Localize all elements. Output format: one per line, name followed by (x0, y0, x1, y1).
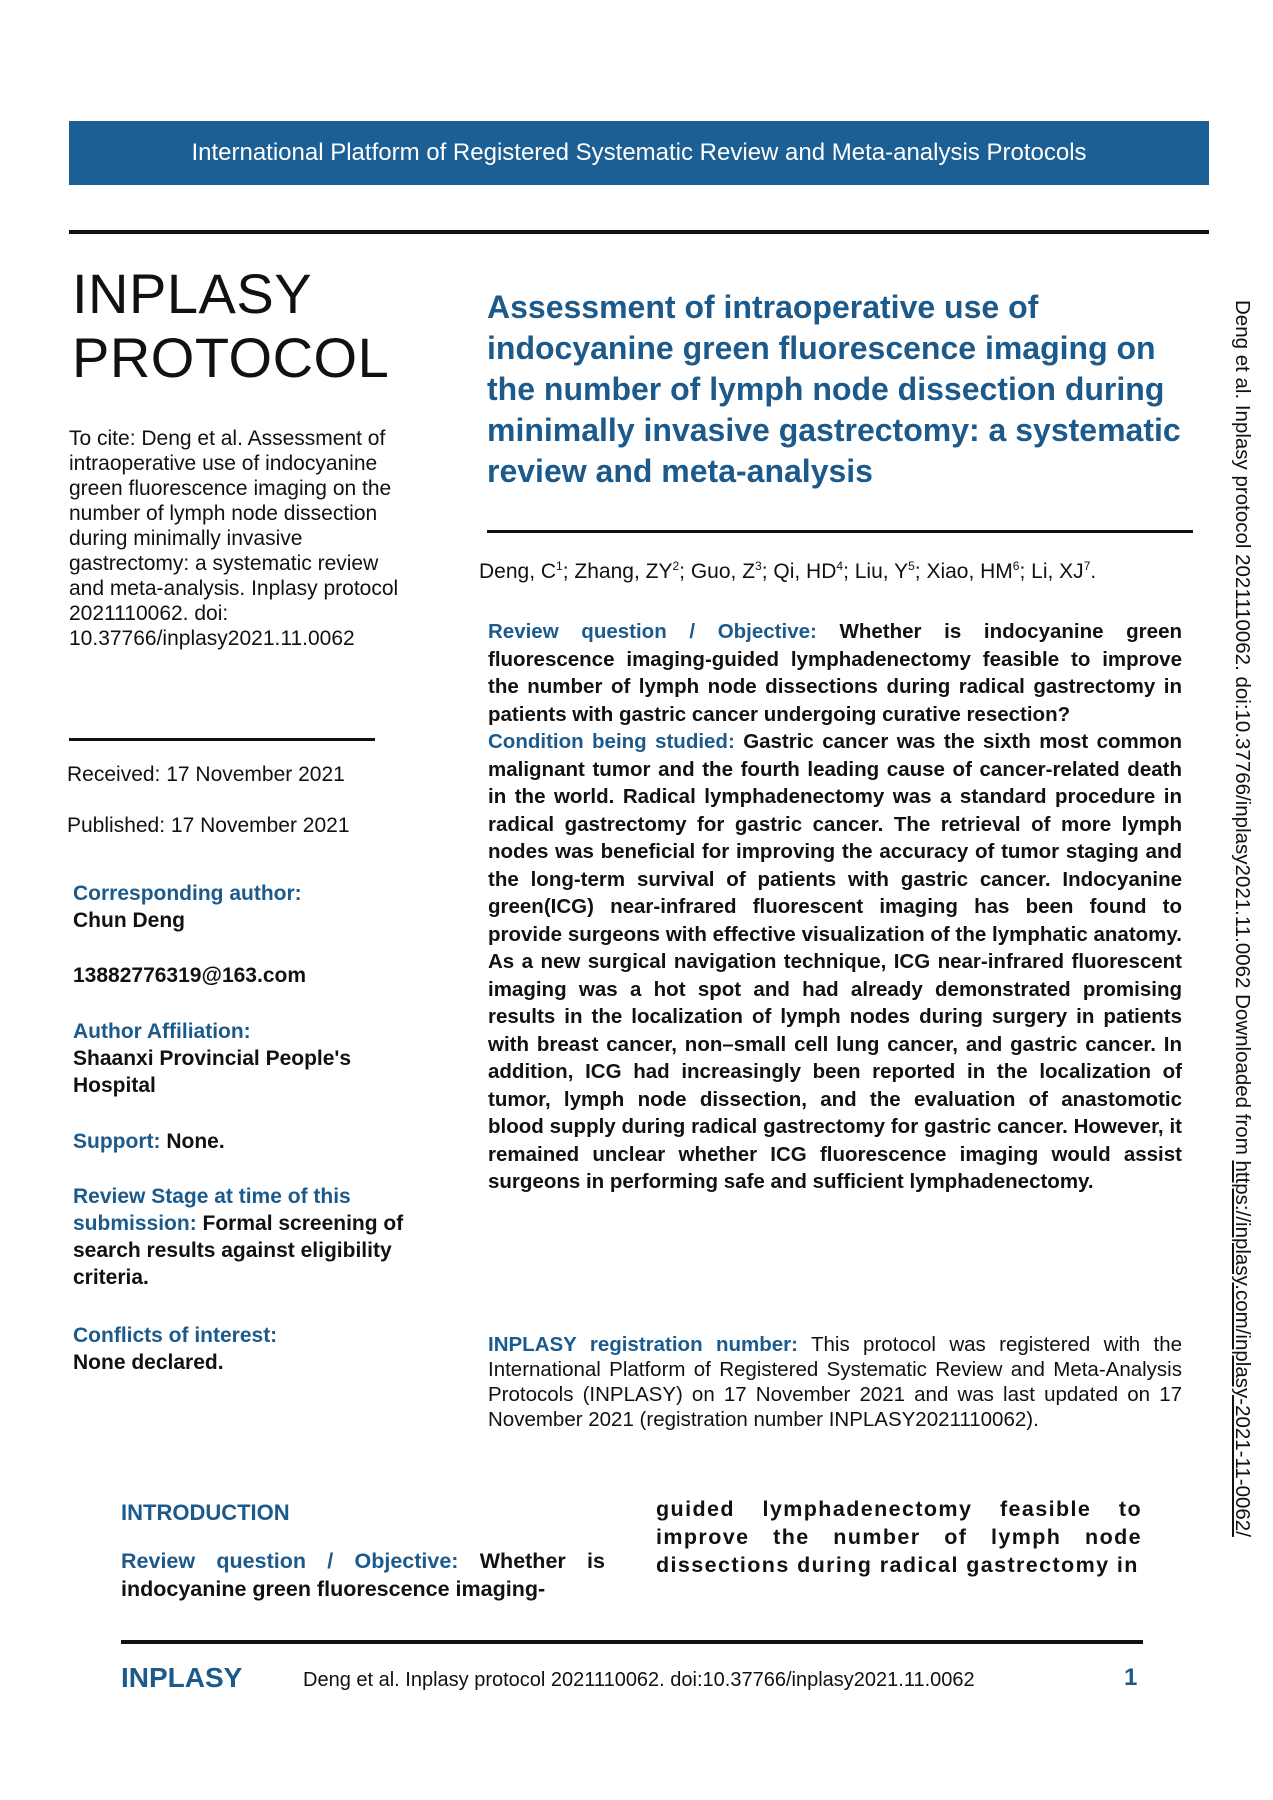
author-name: Zhang, $ZY^2$ (574, 559, 680, 583)
platform-banner: International Platform of Registered Systematic Review and Meta-analysis Protocols (69, 121, 1209, 185)
inplasy-protocol-heading (72, 262, 389, 390)
author-name: Liu, $Y^5$ (854, 559, 915, 583)
affiliation-block (73, 1018, 423, 1099)
affiliation-label: Author Affiliation: (73, 1020, 251, 1043)
affiliation-text: Shaanxi Provincial People's Hospital (73, 1047, 352, 1097)
author-separator: ; (761, 560, 774, 583)
author-affiliation-number: 7 (1083, 559, 1091, 573)
side-citation-text: Deng et al. Inplasy protocol 2021110062. doi:10.37766/inplasy2021.11.0062 Downloaded from (1231, 300, 1254, 1161)
objective-text: Whether is indocyanine green fluorescence imaging-guided lymphadenectomy feasible to improve the number of lymph node dissections during radical gastrectomy in patients with gastric cancer undergoing curative resection? (488, 620, 1182, 726)
received-date: Received: 17 November 2021 (67, 763, 345, 786)
author-name: Deng, $C^1$ (479, 559, 563, 583)
author-affiliation-number: 5 (908, 559, 915, 573)
author-affiliation-number: 6 (1012, 559, 1020, 573)
support-label: Support: (73, 1130, 161, 1153)
top-rule (69, 230, 1209, 234)
download-link[interactable]: https://inplasy.com/inplasy-2021-11-0062/ (1231, 1160, 1254, 1537)
introduction-left-column (121, 1547, 605, 1603)
footer-rule (121, 1640, 1143, 1644)
article-title: Assessment of intraoperative use of indocyanine green fluorescence imaging on the number of lymph node dissection during minimally invasive gastrectomy: a systematic review and meta-analysis (487, 289, 1181, 489)
condition-paragraph (488, 728, 1182, 1196)
conflicts-block (73, 1322, 423, 1376)
registration-paragraph (488, 1332, 1182, 1432)
citation-rule (69, 738, 375, 741)
review-stage-label: Review Stage at time of this submission: (73, 1185, 351, 1235)
intro-objective-label: Review question / Objective: (121, 1549, 459, 1573)
author-separator: ; (1019, 560, 1032, 583)
footer-citation: Deng et al. Inplasy protocol 2021110062. doi:10.37766/inplasy2021.11.0062 (303, 1669, 975, 1691)
author-list (479, 559, 1096, 584)
conflicts-label: Conflicts of interest: (73, 1324, 278, 1347)
author-affiliation-number: 3 (755, 559, 762, 573)
introduction-heading: INTRODUCTION (121, 1500, 290, 1525)
support-text: None. (166, 1130, 225, 1153)
support-block (73, 1128, 423, 1155)
brand-line-1: INPLASY (72, 262, 313, 325)
introduction-right-column: guided lymphadenectomy feasible to improve the number of lymph node dissections during radical gastrectomy in (656, 1497, 1142, 1577)
footer-brand: INPLASY (121, 1662, 243, 1693)
objective-paragraph (488, 618, 1182, 728)
corresponding-author-block (73, 880, 423, 934)
author-separator: . (1090, 560, 1097, 583)
condition-label: Condition being studied: (488, 730, 735, 753)
author-affiliation-number: 2 (672, 559, 680, 573)
intro-left-text: Whether is indocyanine green fluorescence imaging- (121, 1549, 605, 1601)
condition-text: Gastric cancer was the sixth most common malignant tumor and the fourth leading cause of cancer-related death in the world. Radical lymphadenectomy was a standard procedure in radical gastrectomy for gastric cancer. The retrieval of more lymph nodes was beneficial for improving the accuracy of tumor staging and the long-term survival of patients with gastric cancer. Indocyanine green(ICG) near-infrared fluorescent imaging has been found to provide surgeons with effective visualization of the lymphatic anatomy. As a new surgical navigation technique, ICG near-infrared fluorescent imaging was a hot spot and had already demonstrated promising results in the localization of lymph nodes during surgery in patients with breast cancer, non–small cell lung cancer, and gastric cancer. In addition, ICG had increasingly been reported in the localization of tumor, lymph node dissection, and the evaluation of anastomotic blood supply during radical gastrectomy for gastric cancer. However, it remained unclear whether ICG fluorescence imaging would assist surgeons in performing safe and sufficient lymphadenectomy. (488, 730, 1182, 1193)
registration-label: INPLASY registration number: (488, 1333, 798, 1356)
side-download-note (1230, 300, 1254, 1537)
author-affiliation-number: 4 (836, 559, 844, 573)
author-separator: ; (914, 560, 927, 583)
corresponding-author-label: Corresponding author: (73, 882, 302, 905)
author-name: Li, $XJ^7$ (1031, 559, 1091, 583)
citation-text: To cite: Deng et al. Assessment of intraoperative use of indocyanine green fluorescence imaging on the number of lymph node dissection during minimally invasive gastrectomy: a systematic review and meta-analysis. Inplasy protocol 2021110062. doi: 10.37766/inplasy2021.11.0062 (69, 427, 399, 650)
corresponding-author-name: Chun Deng (73, 909, 185, 932)
review-stage-text: Formal screening of search results against eligibility criteria. (73, 1212, 404, 1289)
title-rule (487, 530, 1193, 533)
review-stage-block (73, 1183, 423, 1291)
abstract (488, 618, 1182, 1196)
published-date: Published: 17 November 2021 (67, 814, 350, 837)
author-separator: ; (562, 560, 575, 583)
conflicts-text: None declared. (73, 1351, 224, 1374)
author-name: Xiao, $HM^6$ (926, 559, 1020, 583)
author-email[interactable]: 13882776319@163.com (73, 964, 306, 987)
page-number: 1 (1124, 1664, 1138, 1691)
brand-line-2: PROTOCOL (72, 326, 390, 389)
objective-label: Review question / Objective: (488, 620, 817, 643)
author-affiliation-number: 1 (556, 559, 563, 573)
author-name: Qi, $HD^4$ (773, 559, 844, 583)
author-separator: ; (843, 560, 855, 583)
author-name: Guo, $Z^3$ (690, 559, 762, 583)
registration-text: This protocol was registered with the International Platform of Registered Systematic Review and Meta-Analysis Protocols (INPLASY) on 17 November 2021 and was last updated on 17 November 2021 (registration number INPLASY2021110062). (488, 1333, 1182, 1431)
author-separator: ; (679, 560, 691, 583)
